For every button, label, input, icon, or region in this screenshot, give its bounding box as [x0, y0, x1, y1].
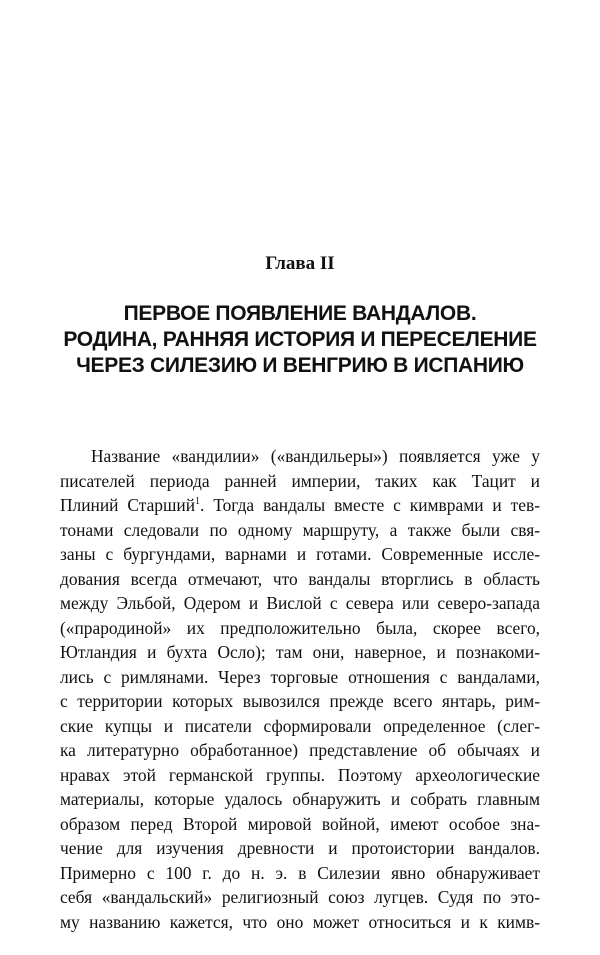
chapter-title-line-2: РОДИНА, РАННЯЯ ИСТОРИЯ И ПЕРЕСЕЛЕНИЕ: [63, 328, 537, 351]
text-line: заны с бургундами, варнами и готами. Современные иссле-: [60, 544, 540, 564]
chapter-title-line-1: ПЕРВОЕ ПОЯВЛЕНИЕ ВАНДАЛОВ.: [123, 302, 477, 325]
text-line: Примерно с 100 г. до н. э. в Силезии явно обнаруживает: [60, 862, 540, 883]
text-line: лись с римлянами. Через торговые отношения с вандалами,: [60, 666, 540, 687]
text-line: нравах этой германской группы. Поэтому археологические: [60, 764, 540, 785]
text-line: тонами следовали по одному маршруту, а также были свя-: [60, 519, 540, 540]
text-line: Название «вандилии» («вандильеры») появляется уже у: [91, 446, 540, 466]
text-line: себя «вандальский» религиозный союз лугцев. Судя по это-: [60, 887, 540, 907]
text-line: ские купцы и писатели сформировали определенное (слег-: [60, 715, 540, 736]
text-fragment: . Тогда вандалы вместе с кимврами и тев-: [200, 495, 540, 515]
text-line: с территории которых вывозился прежде всего янтарь, рим-: [60, 691, 540, 711]
text-line: Ютландия и бухта Осло); там они, наверное, и познакоми-: [60, 642, 540, 662]
text-line: дования всегда отмечают, что вандалы вторглись в область: [60, 568, 540, 589]
text-line: («прародиной» их предположительно была, скорее всего,: [60, 617, 540, 638]
text-line: материалы, которые удалось обнаружить и собрать главным: [60, 789, 540, 809]
chapter-title-line-3: ЧЕРЕЗ СИЛЕЗИЮ И ВЕНГРИЮ В ИСПАНИЮ: [76, 354, 524, 377]
text-line: чение для изучения древности и протоистории вандалов.: [60, 838, 540, 858]
body-paragraph: [60, 444, 540, 934]
text-line: ка литературно обработанное) представление об обычаях и: [60, 740, 540, 760]
text-line: образом перед Второй мировой войной, имеют особое зна-: [60, 813, 540, 834]
chapter-title: [40, 301, 560, 379]
text-line: писателей периода ранней империи, таких как Тацит и: [60, 470, 540, 491]
text-line: между Эльбой, Одером и Вислой с севера или северо-запада: [60, 593, 540, 613]
text-fragment: Плиний Старший: [60, 495, 196, 515]
text-line: му названию кажется, что оно может относиться и к кимв-: [60, 911, 540, 932]
footnote-marker[interactable]: 1: [195, 496, 201, 508]
chapter-number: Глава II: [265, 253, 335, 274]
text-line: [60, 493, 540, 518]
